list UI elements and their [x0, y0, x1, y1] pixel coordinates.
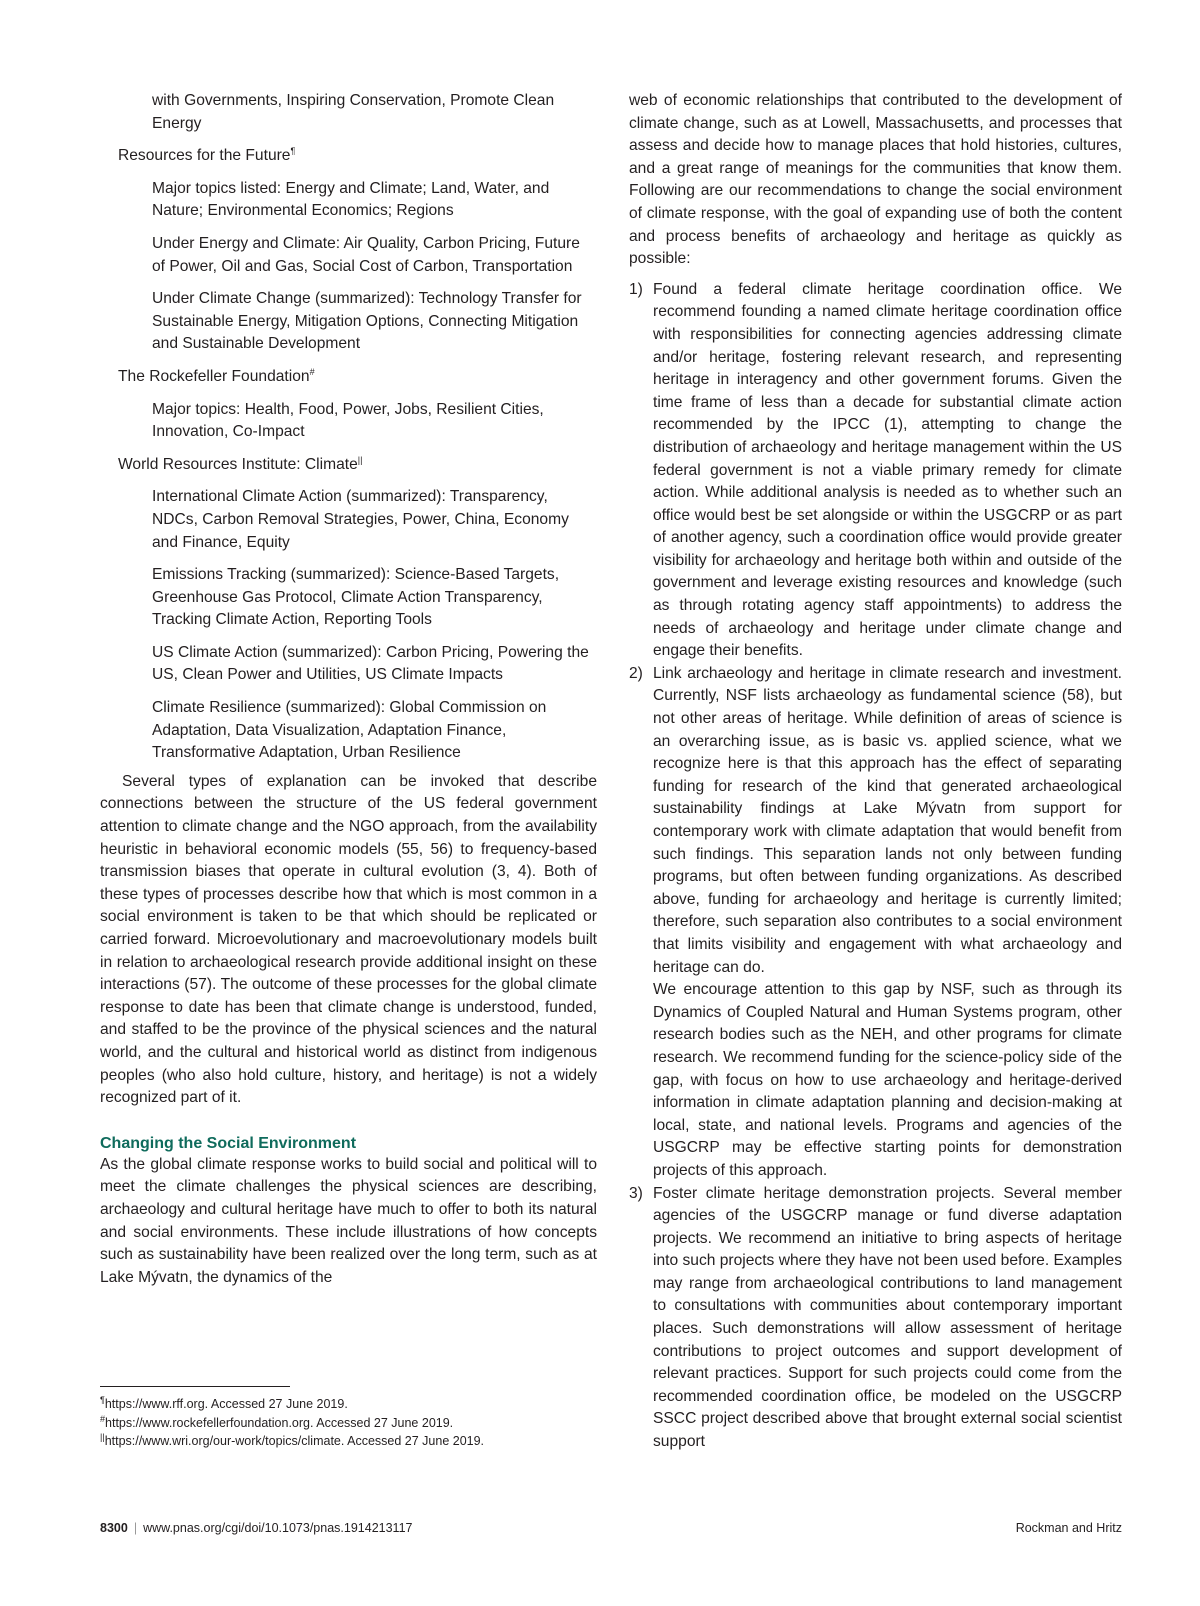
list-item: Under Energy and Climate: Air Quality, Carbon Pricing, Future of Power, Oil and Gas, Social Cost of Carbon, Transportation [152, 234, 580, 275]
footnote-link[interactable]: https://www.rff.org. Accessed 27 June 2019. [104, 1397, 348, 1411]
footnote: ||https://www.wri.org/our-work/topics/climate. Accessed 27 June 2019. [100, 1431, 485, 1448]
org-rockefeller: The Rockefeller Foundation# [118, 366, 315, 385]
list-item: Major topics listed: Energy and Climate; Land, Water, and Nature; Environmental Economics; Regions [152, 179, 550, 220]
footnote: #https://www.rockefellerfoundation.org. Accessed 27 June 2019. [100, 1413, 454, 1430]
list-item: Emissions Tracking (summarized): Science-Based Targets, Greenhouse Gas Protocol, Climate Action Transparency, Tracking Climate Action, Reporting Tools [152, 566, 560, 629]
recommendation-3 [629, 1183, 1122, 1454]
section-heading: Changing the Social Environment [100, 1134, 357, 1152]
footnote-mark[interactable]: ¶ [290, 146, 296, 156]
recommendation-number: 2) [629, 664, 643, 682]
recommendation-text: Found a federal climate heritage coordination office. We recommend founding a named climate heritage coordination office with responsibilities for connecting agencies addressing climate and/or heritage, fostering relevant research, and representing heritage in interagency and other government forums. Given the time frame of less than a decade for substantial climate action recommended by the IPCC (1), attempting to change the distribution of archaeology and heritage management within the US federal government is not a viable primary remedy for climate action. While additional analysis is needed as to whether such an office would best be set alongside or within the USGCRP or as part of another agency, such a coordination office would provide greater visibility for archaeology and heritage both within and outside of the government and leverage existing resources and knowledge (such as through rotating agency staff appointments) to address the needs of archaeology and heritage under climate change and engage their benefits. [653, 280, 1122, 660]
left-column [100, 90, 597, 1289]
recommendation-text: Foster climate heritage demonstration projects. Several member agencies of the USGCRP manage or fund diverse adaptation projects. We recommend an initiative to bring aspects of heritage into such projects where they have not been used before. Examples may range from archaeological contributions to land management to consultations with communities about contemporary important places. Such demonstrations will allow assessment of heritage contributions to project outcomes and support development of relevant practices. Support for such projects could come from the recommended coordination office, be modeled on the USGCRP SSCC project described above that brought external social scientist support [653, 1184, 1122, 1451]
org-rff: Resources for the Future¶ [118, 146, 296, 165]
list-item: US Climate Action (summarized): Carbon Pricing, Powering the US, Clean Power and Utilities, US Climate Impacts [152, 643, 589, 684]
recommendation-number: 1) [629, 280, 643, 298]
list-item-continuation: with Governments, Inspiring Conservation, Promote Clean Energy [152, 92, 555, 132]
list-item: Climate Resilience (summarized): Global Commission on Adaptation, Data Visualization, Adaptation Finance, Transformative Adaptation, Urban Resilience [152, 699, 547, 762]
recommendation-2 [629, 663, 1122, 979]
body-paragraph: Several types of explanation can be invoked that describe connections between the structure of the US federal government attention to climate change and the NGO approach, from the availability heuristic in behavioral economic models (55, 56) to frequency-based transmission biases that operate in cultural evolution (3, 4). Both of these types of processes describe how that which is most common in a social environment is taken to be that which should be replicated or carried forward. Microevolutionary and macroevolutionary models built in relation to archaeological research provide additional insight on these interactions (57). The outcome of these processes for the global climate response to date has been that climate change is understood, funded, and staffed to be the province of the physical sciences and the natural world, and the cultural and historical world as distinct from indigenous peoples (who also hold culture, history, and heritage) is not a widely recognized part of it. [100, 772, 597, 1107]
doi-link[interactable]: www.pnas.org/cgi/doi/10.1073/pnas.1914213117 [143, 1521, 413, 1535]
recommendation-text-continued: We encourage attention to this gap by NSF, such as through its Dynamics of Coupled Natural and Human Systems program, other research bodies such as the NEH, and other programs for climate research. We recommend funding for the science-policy side of the gap, with focus on how to use archaeology and heritage-derived information in climate adaptation planning and decision-making at local, state, and national levels. Programs and agencies of the USGCRP may be effective starting points for demonstration projects of this approach. [653, 981, 1122, 1179]
footnote: ¶https://www.rff.org. Accessed 27 June 2019. [100, 1394, 348, 1411]
footnotes [100, 1386, 597, 1451]
intro-paragraph: web of economic relationships that contributed to the development of climate change, such as at Lowell, Massachusetts, and processes that assess and decide how to manage places that hold histories, cultures, and a great range of meanings for the communities that know them. Following are our recommendations to change the social environment of climate response, with the goal of expanding use of both the content and process benefits of archaeology and heritage as quickly as possible: [629, 92, 1122, 268]
running-authors: Rockman and Hritz [1015, 1521, 1122, 1535]
footnote-mark[interactable]: # [309, 366, 315, 377]
list-item: Under Climate Change (summarized): Technology Transfer for Sustainable Energy, Mitigation Options, Connecting Mitigation and Sustainable Development [152, 290, 582, 353]
footnote-mark[interactable]: || [357, 454, 363, 465]
footer-separator: | [133, 1521, 138, 1535]
footnote-link[interactable]: https://www.wri.org/our-work/topics/climate. Accessed 27 June 2019. [104, 1434, 485, 1448]
recommendation-number: 3) [629, 1184, 643, 1202]
list-item: Major topics: Health, Food, Power, Jobs, Resilient Cities, Innovation, Co-Impact [152, 400, 544, 441]
recommendation-text: Link archaeology and heritage in climate research and investment. Currently, NSF lists archaeology as fundamental science (58), but not other areas of heritage. While definition of areas of science is an overarching issue, as is basic vs. applied science, what we recognize here is that this approach has the effect of separating funding for research of the kind that generated archaeological sustainability findings at Lake Mývatn from support for contemporary work with climate adaptation that would benefit from such findings. This separation lands not only between funding programs, but often between funding organizations. As described above, funding for archaeology and heritage is currently limited; therefore, such separation also contributes to a social environment that limits visibility and engagement with what archaeology and heritage can do. [653, 664, 1122, 976]
recommendation-1 [629, 279, 1122, 663]
right-column [629, 90, 1122, 1454]
page-number: 8300 [100, 1521, 128, 1535]
footnote-divider [100, 1386, 290, 1387]
org-wri: World Resources Institute: Climate|| [118, 454, 363, 473]
section-paragraph: As the global climate response works to build social and political will to meet the climate challenges the physical sciences are describing, archaeology and cultural heritage have much to offer to both its natural and social environments. These include illustrations of how concepts such as sustainability have been realized over the long term, such as at Lake Mývatn, the dynamics of the [100, 1155, 597, 1286]
footnote-link[interactable]: https://www.rockefellerfoundation.org. Accessed 27 June 2019. [105, 1415, 454, 1430]
page-footer [100, 1521, 1122, 1535]
list-item: International Climate Action (summarized): Transparency, NDCs, Carbon Removal Strategies, Power, China, Economy and Finance, Equity [152, 488, 569, 551]
